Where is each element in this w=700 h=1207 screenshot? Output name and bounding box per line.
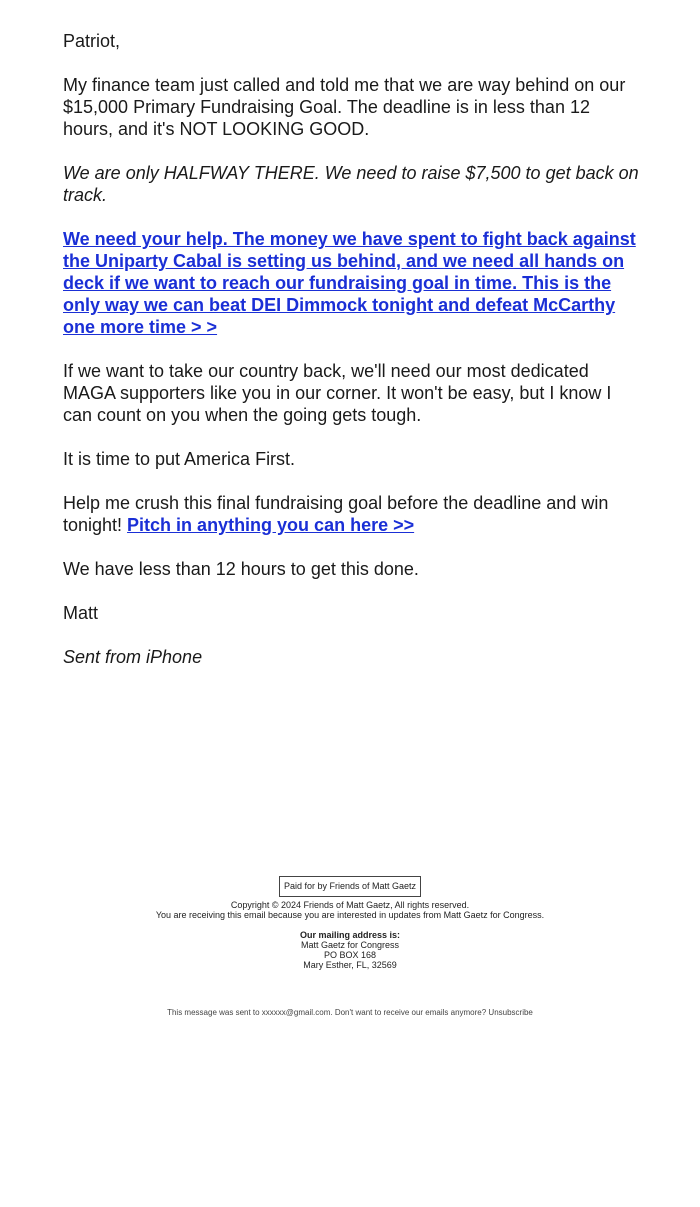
paragraph-cta [63, 228, 643, 338]
crush-goal-text: Help me crush this final fundraising goal before the deadline and win tonight! [63, 493, 609, 535]
copyright-notice: Copyright © 2024 Friends of Matt Gaetz, All rights reserved. [230, 900, 470, 910]
signature: Matt [63, 603, 99, 623]
pitch-in-link[interactable]: Pitch in anything you can here >> [127, 515, 415, 535]
unsubscribe-notice[interactable]: This message was sent to xxxxxx@gmail.com. Don't want to receive our emails anymore? Unsubscribe [167, 1008, 533, 1017]
receiving-notice: You are receiving this email because you are interested in updates from Matt Gaetz for Congress. [155, 910, 545, 920]
email-body [63, 30, 643, 690]
paragraph-deadline: We have less than 12 hours to get this done. [63, 559, 419, 579]
paragraph-crush-goal [63, 492, 643, 536]
address-line-1: PO BOX 168 [323, 950, 377, 960]
email-footer [0, 876, 700, 970]
address-name: Matt Gaetz for Congress [300, 940, 400, 950]
paragraph-halfway: We are only HALFWAY THERE. We need to raise $7,500 to get back on track. [63, 163, 639, 205]
paragraph-america-first: It is time to put America First. [63, 449, 296, 469]
address-line-2: Mary Esther, FL, 32569 [303, 960, 397, 970]
greeting: Patriot, [63, 31, 121, 51]
paragraph-take-back: If we want to take our country back, we'll need our most dedicated MAGA supporters like you in our corner. It won't be easy, but I know I can count on you when the going gets tough. [63, 361, 612, 425]
paid-for-disclaimer: Paid for by Friends of Matt Gaetz [279, 876, 421, 897]
paragraph-finance-team: My finance team just called and told me that we are way behind on our $15,000 Primary Fundraising Goal. The deadline is in less than 12 hours, and it's NOT LOOKING GOOD. [63, 75, 626, 139]
donate-cta-link[interactable]: We need your help. The money we have spent to fight back against the Uniparty Cabal is setting us behind, and we need all hands on deck if we want to reach our fundraising goal in time. This is the only way we can beat DEI Dimmock tonight and defeat McCarthy one more time > > [63, 229, 636, 337]
mailing-address-heading: Our mailing address is: [299, 930, 401, 940]
sent-from-iphone: Sent from iPhone [63, 647, 203, 667]
